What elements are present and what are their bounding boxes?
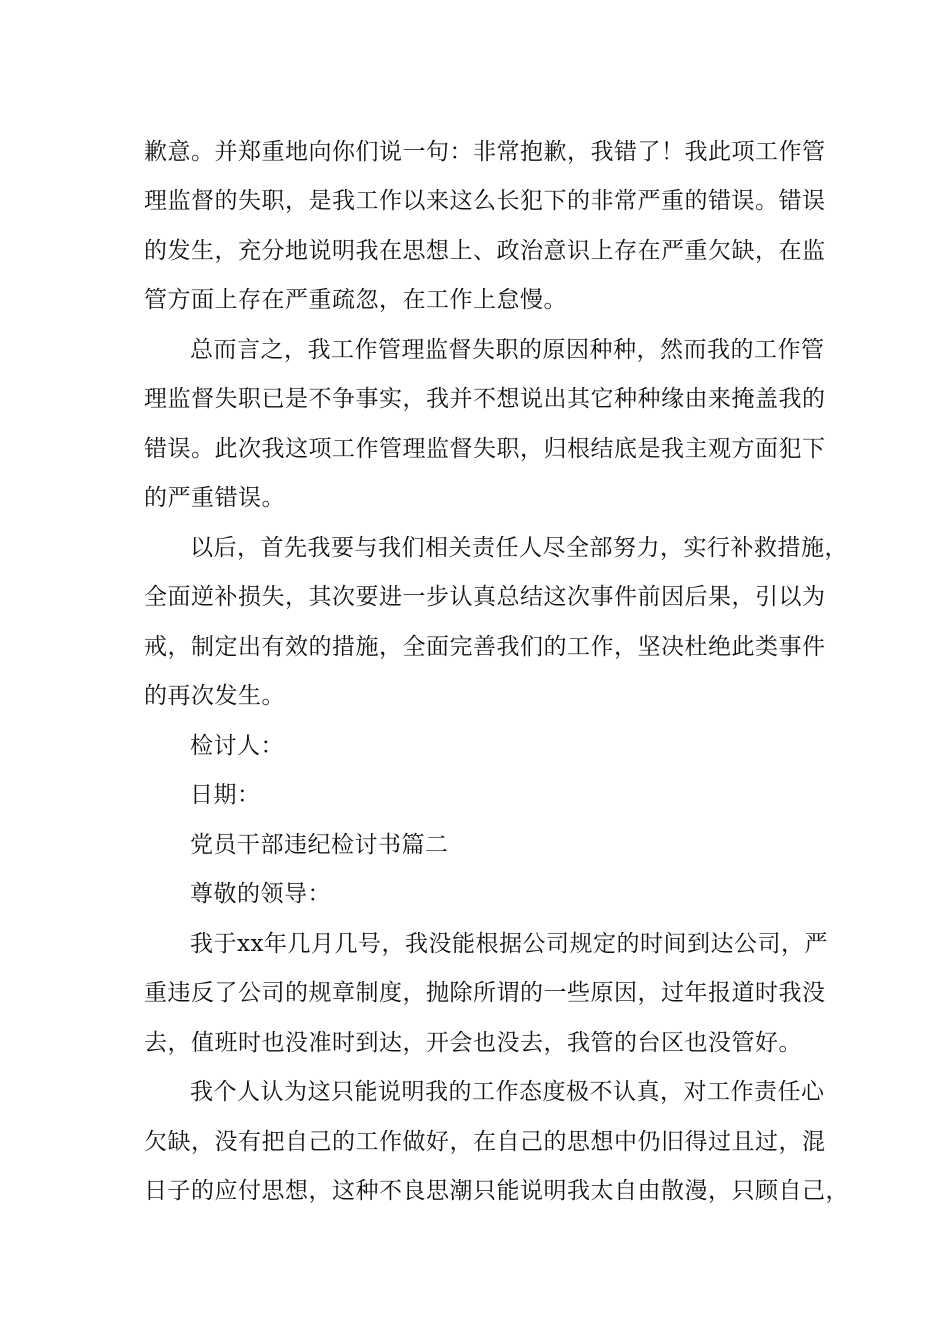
- section-title: 党员干部违纪检讨书篇二: [190, 832, 449, 858]
- text-line: 的再次发生。: [144, 683, 285, 709]
- text-line: 错误。此次我这项工作管理监督失职，归根结底是我主观方面犯下: [144, 436, 826, 462]
- text-line: 重违反了公司的规章制度，抛除所谓的一些原因，过年报道时我没: [144, 980, 826, 1006]
- text-line: 全面逆补损失，其次要进一步认真总结这次事件前因后果，引以为: [144, 584, 826, 610]
- text-line: 理监督的失职，是我工作以来这么长犯下的非常严重的错误。错误: [144, 188, 826, 214]
- text-line: 的发生，充分地说明我在思想上、政治意识上存在严重欠缺，在监: [144, 238, 826, 264]
- date-label: 日期：: [190, 782, 261, 808]
- text-line: 我个人认为这只能说明我的工作态度极不认真，对工作责任心: [190, 1079, 825, 1105]
- text-line: 歉意。并郑重地向你们说一句：非常抱歉，我错了！我此项工作管: [144, 139, 826, 165]
- text-line: 欠缺，没有把自己的工作做好，在自己的思想中仍旧得过且过，混: [144, 1129, 826, 1155]
- text-line: 戒，制定出有效的措施，全面完善我们的工作，坚决杜绝此类事件: [144, 634, 826, 660]
- text-line: 以后，首先我要与我们相关责任人尽全部努力，实行补救措施，: [190, 535, 848, 561]
- text-line: 我于xx年几月几号，我没能根据公司规定的时间到达公司，严: [190, 931, 828, 957]
- text-line: 管方面上存在严重疏忽，在工作上怠慢。: [144, 287, 567, 313]
- text-line: 去，值班时也没准时到达，开会也没去，我管的台区也没管好。: [144, 1030, 802, 1056]
- reviewer-label: 检讨人：: [190, 733, 284, 759]
- text-line: 理监督失职已是不争事实，我并不想说出其它种种缘由来掩盖我的: [144, 386, 826, 412]
- text-line: 日子的应付思想，这种不良思潮只能说明我太自由散漫，只顾自己，: [144, 1178, 849, 1204]
- text-line: 总而言之，我工作管理监督失职的原因种种，然而我的工作管: [190, 337, 825, 363]
- text-line: 的严重错误。: [144, 485, 285, 511]
- salutation: 尊敬的领导：: [190, 881, 331, 907]
